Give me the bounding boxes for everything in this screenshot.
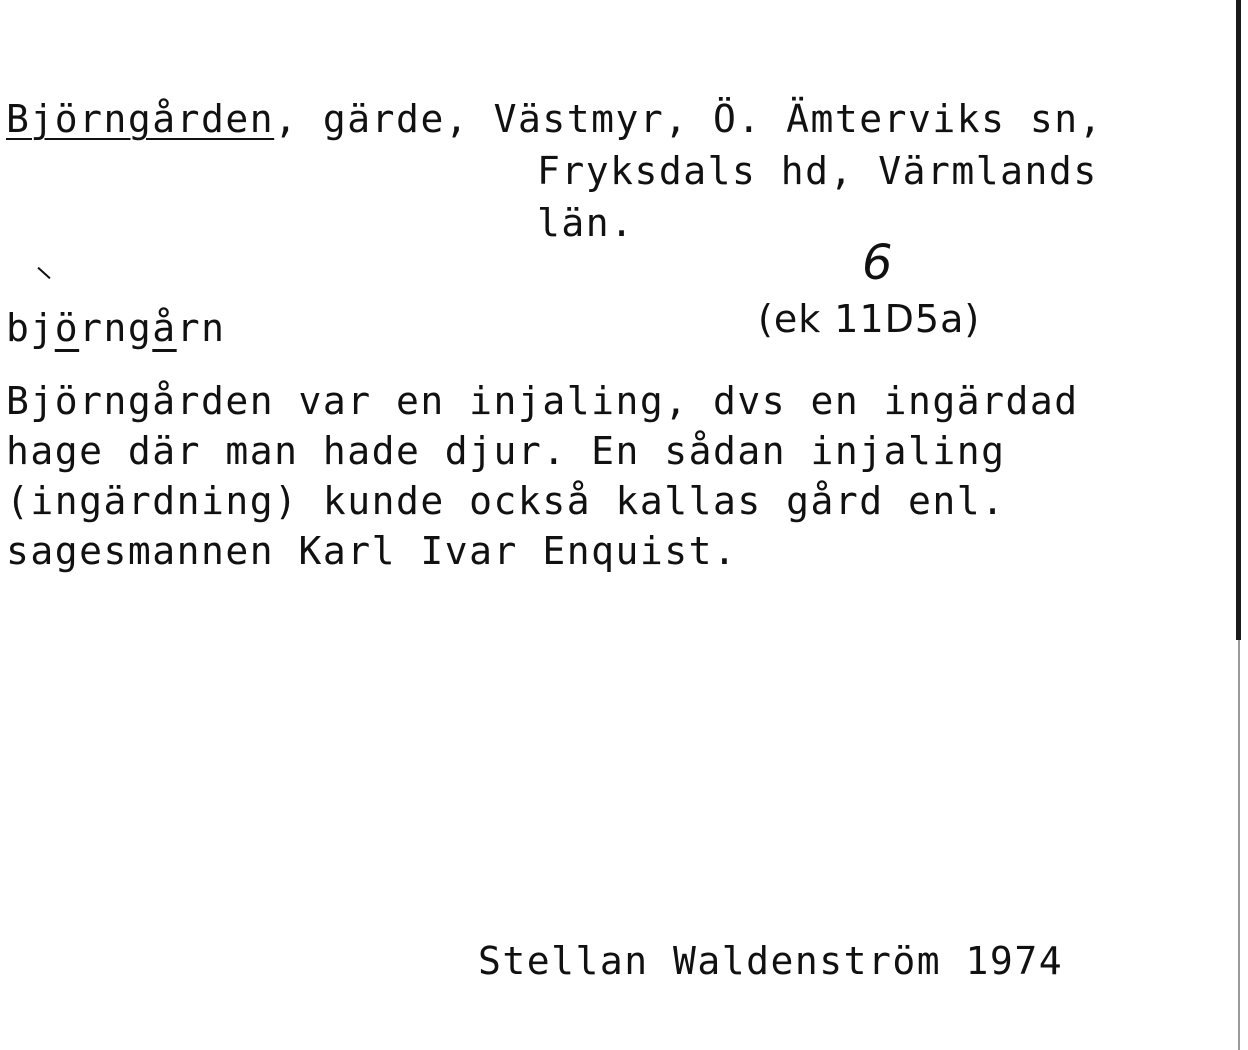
card-edge-line-faint xyxy=(1238,640,1240,1050)
pron-stressed-vowel: ö xyxy=(54,306,80,350)
reference-code: (ek 11D5a) xyxy=(758,297,981,341)
stress-accent-mark xyxy=(37,267,50,279)
pronunciation xyxy=(6,303,225,353)
headword: Björngården xyxy=(6,97,275,141)
handwritten-number: 6 xyxy=(862,235,893,291)
header-line-2: Fryksdals hd, Värmlands xyxy=(537,149,1098,193)
body-line-4: sagesmannen Karl Ivar Enquist. xyxy=(6,529,738,573)
pron-part: bj xyxy=(6,306,55,350)
signature: Stellan Waldenström 1974 xyxy=(478,939,1064,983)
header-rest: , gärde, Västmyr, Ö. Ämterviks sn, xyxy=(274,97,1104,141)
pron-part: rn xyxy=(176,306,226,350)
header-line-3: län. xyxy=(537,201,635,245)
pron-part: rng xyxy=(79,306,153,350)
header-line-1 xyxy=(6,94,1103,144)
pron-stressed-vowel: å xyxy=(152,306,177,350)
card-edge-line xyxy=(1236,0,1241,640)
body-line-3: (ingärdning) kunde också kallas gård enl. xyxy=(6,479,1006,523)
body-line-2: hage där man hade djur. En sådan injaling xyxy=(6,429,1006,473)
body-line-1: Björngården var en injaling, dvs en ingärdad xyxy=(6,379,1079,423)
